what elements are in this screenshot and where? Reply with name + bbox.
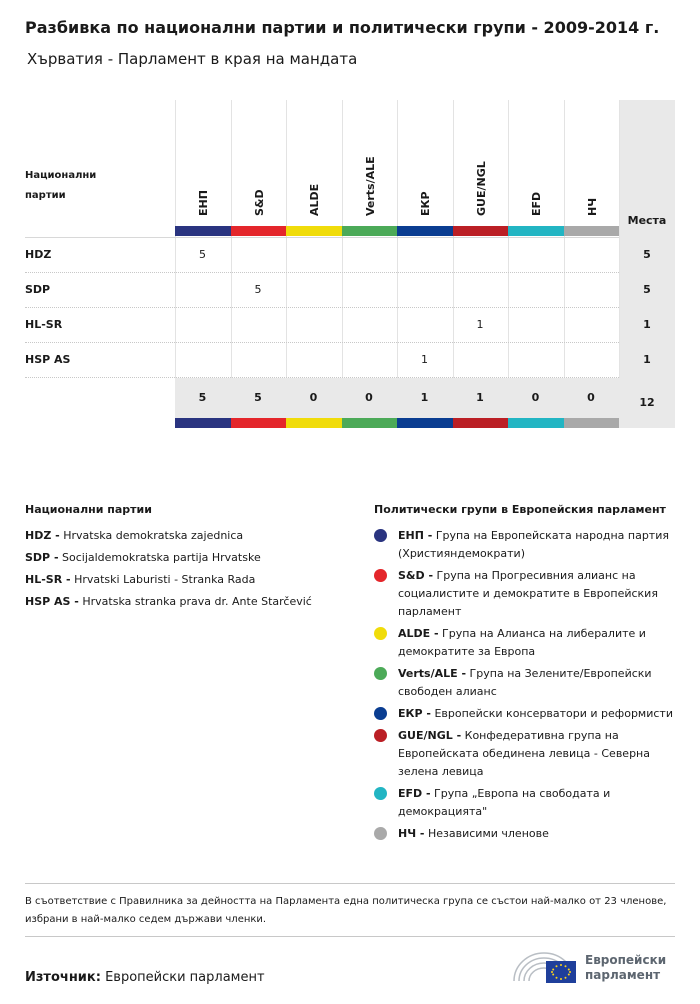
column-header-alde: ALDE	[308, 183, 321, 216]
parliament-hemicycle-icon	[512, 947, 578, 987]
row-seats-value: 5	[643, 248, 651, 261]
column-separator	[508, 100, 509, 378]
source-label: Източник:	[25, 970, 101, 985]
group-color-dot-icon	[374, 627, 387, 640]
groups-legend-title: Политически групи в Европейския парламент	[374, 503, 666, 516]
national-party-abbr: HSP AS -	[25, 595, 79, 608]
national-party-name: Hrvatska stranka prava dr. Ante Starčević	[78, 595, 312, 608]
group-color-dot-icon	[374, 729, 387, 742]
group-color-bar-bottom	[564, 418, 620, 428]
total-value: 0	[365, 391, 373, 404]
group-name: Независими членове	[424, 827, 549, 840]
column-header-екр: ЕКР	[419, 191, 432, 216]
seats-column	[619, 100, 675, 428]
national-parties-legend-title: Национални партии	[25, 503, 152, 516]
group-legend-text	[398, 825, 680, 843]
national-party-abbr: HDZ -	[25, 529, 60, 542]
page-title: Разбивка по национални партии и политически групи - 2009-2014 г.	[25, 18, 660, 37]
logo-line-2: парламент	[585, 968, 661, 982]
column-separator	[397, 100, 398, 378]
group-color-bar	[397, 226, 453, 236]
source-value: Европейски парламент	[105, 970, 265, 985]
group-color-bar	[508, 226, 564, 236]
total-value: 0	[531, 391, 540, 404]
column-header-енп: ЕНП	[197, 190, 210, 216]
group-legend-text	[398, 527, 680, 563]
group-color-bar-bottom	[508, 418, 564, 428]
total-value: 1	[476, 391, 484, 404]
group-name: Група на Алианса на либералите и демократите за Европа	[398, 627, 646, 658]
column-separator	[619, 100, 620, 378]
total-value: 5	[198, 391, 207, 404]
seats-header: Места	[627, 214, 667, 227]
group-color-bar-bottom	[453, 418, 509, 428]
group-abbr: GUE/NGL -	[398, 729, 462, 742]
total-value: 1	[420, 391, 429, 404]
group-abbr: Verts/ALE -	[398, 667, 467, 680]
header-divider	[25, 237, 619, 238]
row-seats-value: 1	[643, 353, 651, 366]
group-name: Група на Европейската народна партия (Християндемократи)	[398, 529, 669, 560]
row-party-label: HL-SR	[25, 318, 63, 331]
national-party-legend-item	[25, 551, 261, 564]
group-legend-text	[398, 567, 680, 621]
national-party-abbr: SDP -	[25, 551, 59, 564]
group-abbr: S&D -	[398, 569, 434, 582]
total-value: 0	[587, 391, 595, 404]
table-cell-value: 5	[254, 283, 262, 296]
group-name: Група „Европа на свободата и демокрацията"	[398, 787, 611, 818]
total-seats-value: 12	[639, 396, 655, 409]
group-color-dot-icon	[374, 707, 387, 720]
divider-top	[25, 883, 675, 884]
national-party-name: Hrvatska demokratska zajednica	[59, 529, 244, 542]
group-name: Група на Зелените/Европейски свободен алианс	[398, 667, 652, 698]
total-value: 5	[254, 391, 262, 404]
group-legend-text	[398, 705, 680, 723]
group-legend-text	[398, 625, 680, 661]
table-cell-value: 1	[476, 318, 484, 331]
table-cell-value: 5	[199, 248, 206, 261]
group-color-bar-bottom	[231, 418, 287, 428]
group-abbr: ALDE -	[398, 627, 439, 640]
divider-bottom	[25, 936, 675, 937]
group-name: Група на Прогресивния алианс на социалистите и демократите в Европейския парламент	[398, 569, 658, 618]
group-color-bar	[175, 226, 231, 236]
group-color-dot-icon	[374, 827, 387, 840]
column-separator	[175, 100, 176, 378]
column-separator	[453, 100, 454, 378]
group-color-dot-icon	[374, 787, 387, 800]
national-parties-header: Национални партии	[25, 170, 97, 201]
breakdown-table	[25, 100, 675, 430]
national-party-legend-item	[25, 573, 255, 586]
group-color-dot-icon	[374, 529, 387, 542]
group-name: Конфедеративна група на Европейската обединена левица - Северна зелена левица	[398, 729, 650, 778]
column-separator	[231, 100, 232, 378]
group-color-bar-bottom	[397, 418, 453, 428]
footnote: В съответствие с Правилника за дейността на Парламента една политическа група се състои най-малко от 23 членове, избрани в най-малко седем държави членки.	[25, 896, 667, 925]
group-color-bar-bottom	[342, 418, 398, 428]
column-header-verts-ale: Verts/ALE	[363, 156, 377, 216]
national-party-legend-item	[25, 529, 243, 542]
row-seats-value: 5	[643, 283, 651, 296]
logo-text	[585, 953, 666, 983]
column-separator	[286, 100, 287, 378]
column-separator	[564, 100, 565, 378]
group-legend-text	[398, 727, 680, 781]
source-line	[25, 970, 265, 985]
group-color-bar	[231, 226, 287, 236]
row-divider	[25, 342, 619, 343]
group-color-dot-icon	[374, 667, 387, 680]
row-party-label: SDP	[25, 283, 51, 296]
group-color-bar-bottom	[175, 418, 231, 428]
column-header-s-d: S&D	[252, 189, 266, 216]
group-color-bar	[453, 226, 509, 236]
column-header-нч: НЧ	[585, 197, 599, 216]
logo-line-1: Европейски	[585, 953, 667, 967]
ep-logo	[512, 947, 682, 987]
group-abbr: EFD -	[398, 787, 431, 800]
national-party-name: Socijaldemokratska partija Hrvatske	[58, 551, 261, 564]
group-color-bar-bottom	[286, 418, 342, 428]
group-color-bar	[342, 226, 398, 236]
row-divider	[25, 377, 619, 378]
group-color-bar	[564, 226, 620, 236]
table-cell-value: 1	[421, 353, 428, 366]
row-divider	[25, 272, 619, 273]
group-color-bar	[286, 226, 342, 236]
row-party-label: HSP AS	[25, 353, 71, 366]
group-abbr: НЧ -	[398, 827, 425, 840]
national-party-abbr: HL-SR -	[25, 573, 71, 586]
total-value: 0	[309, 391, 318, 404]
row-seats-value: 1	[643, 318, 651, 331]
national-party-name: Hrvatski Laburisti - Stranka Rada	[70, 573, 256, 586]
group-name: Европейски консерватори и реформисти	[430, 707, 673, 720]
group-color-dot-icon	[374, 569, 387, 582]
column-header-gue-ngl: GUE/NGL	[474, 161, 488, 216]
row-party-label: HDZ	[25, 248, 52, 261]
group-abbr: ЕКР -	[398, 707, 431, 720]
column-header-efd: EFD	[530, 191, 543, 216]
row-divider	[25, 307, 619, 308]
group-legend-text	[398, 665, 680, 701]
group-abbr: ЕНП -	[398, 529, 433, 542]
page-subtitle: Хърватия - Парламент в края на мандата	[27, 50, 358, 68]
national-party-legend-item	[25, 595, 312, 608]
column-separator	[342, 100, 343, 378]
group-legend-text	[398, 785, 680, 821]
